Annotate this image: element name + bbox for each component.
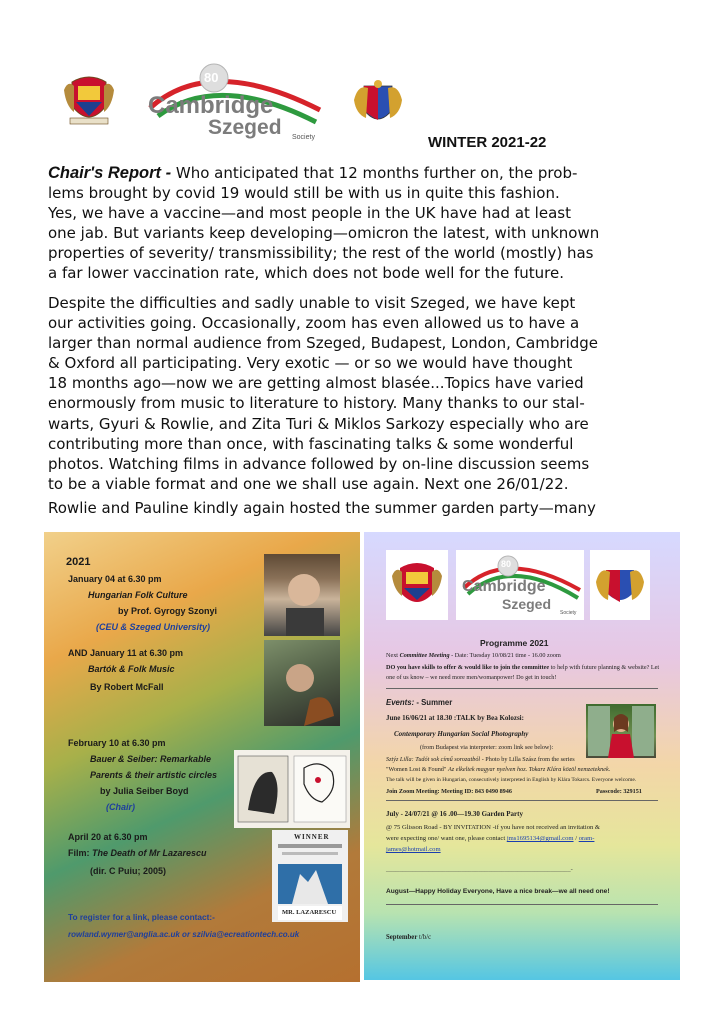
programme-logo bbox=[456, 550, 584, 620]
film-poster-lazarescu bbox=[272, 830, 348, 922]
report-line: photos. Watching films in advance followed by on-line discussion seems bbox=[48, 454, 590, 473]
issue-season: WINTER 2021-22 bbox=[428, 134, 547, 151]
programme-crest-left bbox=[386, 550, 448, 620]
cambridge-crest-left bbox=[62, 72, 116, 130]
event-date: February 10 at 6.30 pm bbox=[68, 738, 166, 748]
event-film: Film: The Death of Mr Lazarescu bbox=[68, 848, 207, 858]
event-date: AND January 11 at 6.30 pm bbox=[68, 648, 184, 658]
zoom-passcode: Passcode: 329151 bbox=[596, 788, 642, 795]
june-note: (from Budapest via interpreter: zoom link see below): bbox=[420, 744, 554, 751]
report-paragraph-2 bbox=[48, 293, 688, 494]
report-line: contributing more than once, with fascinating talks & some wonderful bbox=[48, 434, 574, 453]
speaker-photo-mcfall bbox=[264, 640, 340, 726]
logo-line1: Cambridge bbox=[148, 92, 274, 119]
skills-appeal-2: one of us know – we need more men/womanpower! Do get in touch! bbox=[386, 674, 557, 681]
event-title: Bauer & Seiber: Remarkable bbox=[90, 754, 212, 764]
email-link-1[interactable]: jms1695134@gmail.com bbox=[506, 835, 574, 842]
event-title: Parents & their artistic circles bbox=[90, 770, 218, 780]
film-poster-title: MR. LAZARESCU bbox=[282, 909, 337, 916]
report-line: a far lower vaccination rate, which does not bode well for the future. bbox=[48, 264, 564, 283]
september-item: September t/b/c bbox=[386, 934, 432, 941]
august-message: August—Happy Holiday Everyone, Have a nice break—we all need one! bbox=[386, 888, 610, 895]
july-address: @ 75 Glisson Road - BY INVITATION -if you have not received an invitation & bbox=[386, 824, 601, 831]
event-date: April 20 at 6.30 pm bbox=[68, 832, 148, 842]
event-affiliation: (CEU & Szeged University) bbox=[96, 622, 211, 632]
email-link-2b[interactable]: james@hotmail.com bbox=[386, 846, 441, 853]
june-speaker-photo bbox=[586, 704, 656, 758]
report-line: Yes, we have a vaccine—and most people in the UK have had at least bbox=[48, 204, 571, 223]
poster-year: 2021 bbox=[66, 556, 91, 568]
event-title: Hungarian Folk Culture bbox=[88, 590, 188, 600]
report-line: warts, Gyuri & Rowlie, and Zita Turi & Miklos Sarkozy especially who are bbox=[48, 414, 589, 433]
event-title: Bartók & Folk Music bbox=[88, 664, 175, 674]
events-heading: Events: - Summer bbox=[386, 698, 453, 707]
report-paragraph-1 bbox=[48, 163, 688, 284]
programme-logo-line3: Society bbox=[560, 610, 577, 616]
event-speaker: by Prof. Gyrogy Szonyi bbox=[118, 606, 218, 616]
cambridge-szeged-society-logo bbox=[140, 60, 326, 144]
report-paragraph-3 bbox=[48, 498, 688, 518]
events-poster-2021 bbox=[44, 532, 360, 982]
july-contact: were expecting one/ want one, please contact jms1695134@gmail.com / oram- bbox=[386, 835, 595, 842]
report-line: lems brought by covid 19 would still be with us in quite this fashion. bbox=[48, 184, 560, 203]
june-series: "Women Lost & Found" Az elkeltek magyar nyelven hoz. Tokarz Klára közöl nemzeteknek. bbox=[386, 766, 611, 773]
register-note: To register for a link, please contact:- bbox=[68, 912, 215, 922]
report-line: enormously from music to literature to history. Many thanks to our stal- bbox=[48, 394, 585, 413]
programme-logo-line1: Cambridge bbox=[462, 578, 546, 595]
event-speaker: by Julia Seiber Boyd bbox=[100, 786, 189, 796]
report-line: one jab. But variants keep developing—omicron the latest, with unknown bbox=[48, 224, 600, 243]
divider bbox=[386, 688, 658, 689]
divider bbox=[386, 904, 658, 905]
event-director: (dir. C Puiu; 2005) bbox=[90, 866, 167, 876]
report-line: larger than normal audience from Szeged, Budapest, London, Cambridge bbox=[48, 334, 599, 353]
divider bbox=[386, 800, 658, 801]
register-contacts: rowland.wymer@anglia.ac.uk or szilvia@ecreationtech.co.uk bbox=[68, 930, 300, 939]
logo-line2: Szeged bbox=[208, 116, 282, 139]
programme-title: Programme 2021 bbox=[480, 638, 549, 648]
email-link-2a[interactable]: oram- bbox=[578, 835, 595, 842]
june-talk-title: Contemporary Hungarian Social Photography bbox=[394, 730, 529, 738]
programme-logo-number: 80 bbox=[501, 559, 512, 569]
szeged-crest-right bbox=[350, 80, 404, 138]
report-line: 18 months ago—now we are getting almost blasée...Topics have varied bbox=[48, 374, 584, 393]
logo-number: 80 bbox=[204, 70, 219, 85]
report-line: Despite the difficulties and sadly unable to visit Szeged, we have kept bbox=[48, 294, 576, 312]
report-line: & Oxford all participating. Very exotic — or so we would have thought bbox=[48, 354, 573, 373]
event-date: January 04 at 6.30 pm bbox=[68, 574, 162, 584]
june-language-note: The talk will be given in Hungarian, consecutively interpreted in English by Klára Tokarcs. Everyone welcome. bbox=[386, 777, 637, 783]
report-line: Chair's Report - Who anticipated that 12 months further on, the prob- bbox=[48, 164, 578, 182]
report-line: to be a viable format and one we shall use again. Next one 26/01/22. bbox=[48, 474, 569, 493]
programme-crest-right bbox=[590, 550, 650, 620]
programme-poster-2021 bbox=[364, 532, 680, 980]
bauer-seiber-artwork bbox=[234, 750, 350, 828]
report-line: properties of severity/ transmissibility; the rest of the world (mostly) has bbox=[48, 244, 594, 263]
july-event: July - 24/07/21 @ 16 .00—19.30 Garden Party bbox=[386, 810, 523, 818]
report-heading: Chair's Report - bbox=[48, 164, 172, 182]
programme-logo-line2: Szeged bbox=[502, 596, 552, 612]
skills-appeal: DO you have skills to offer & would like to join the committee to help with future planning & website? Let bbox=[386, 664, 660, 671]
event-speaker: By Robert McFall bbox=[90, 682, 164, 692]
report-line: Rowlie and Pauline kindly again hosted the summer garden party—many bbox=[48, 499, 596, 517]
film-poster-winner: WINNER bbox=[294, 833, 330, 841]
dashed-divider: ________________________________________________________- bbox=[386, 866, 573, 873]
speaker-photo-szonyi bbox=[264, 554, 340, 636]
logo-line3: Society bbox=[292, 134, 315, 141]
committee-meeting: Next Committee Meeting - Date: Tuesday 10/08/21 time - 16.00 zoom bbox=[386, 652, 561, 659]
report-line: our activities going. Occasionally, zoom has even allowed us to have a bbox=[48, 314, 580, 333]
june-photo-credit: Sztýz Lilla: Tudót sok című sorozatból - Photo by Lilla Szász from the series bbox=[386, 756, 575, 763]
event-role: (Chair) bbox=[106, 802, 135, 812]
zoom-meeting-id: Join Zoom Meeting: Meeting ID: 843 0490 8946 bbox=[386, 788, 512, 795]
june-event: June 16/06/21 at 18.30 :TALK by Bea Kolozsi: bbox=[386, 714, 524, 722]
